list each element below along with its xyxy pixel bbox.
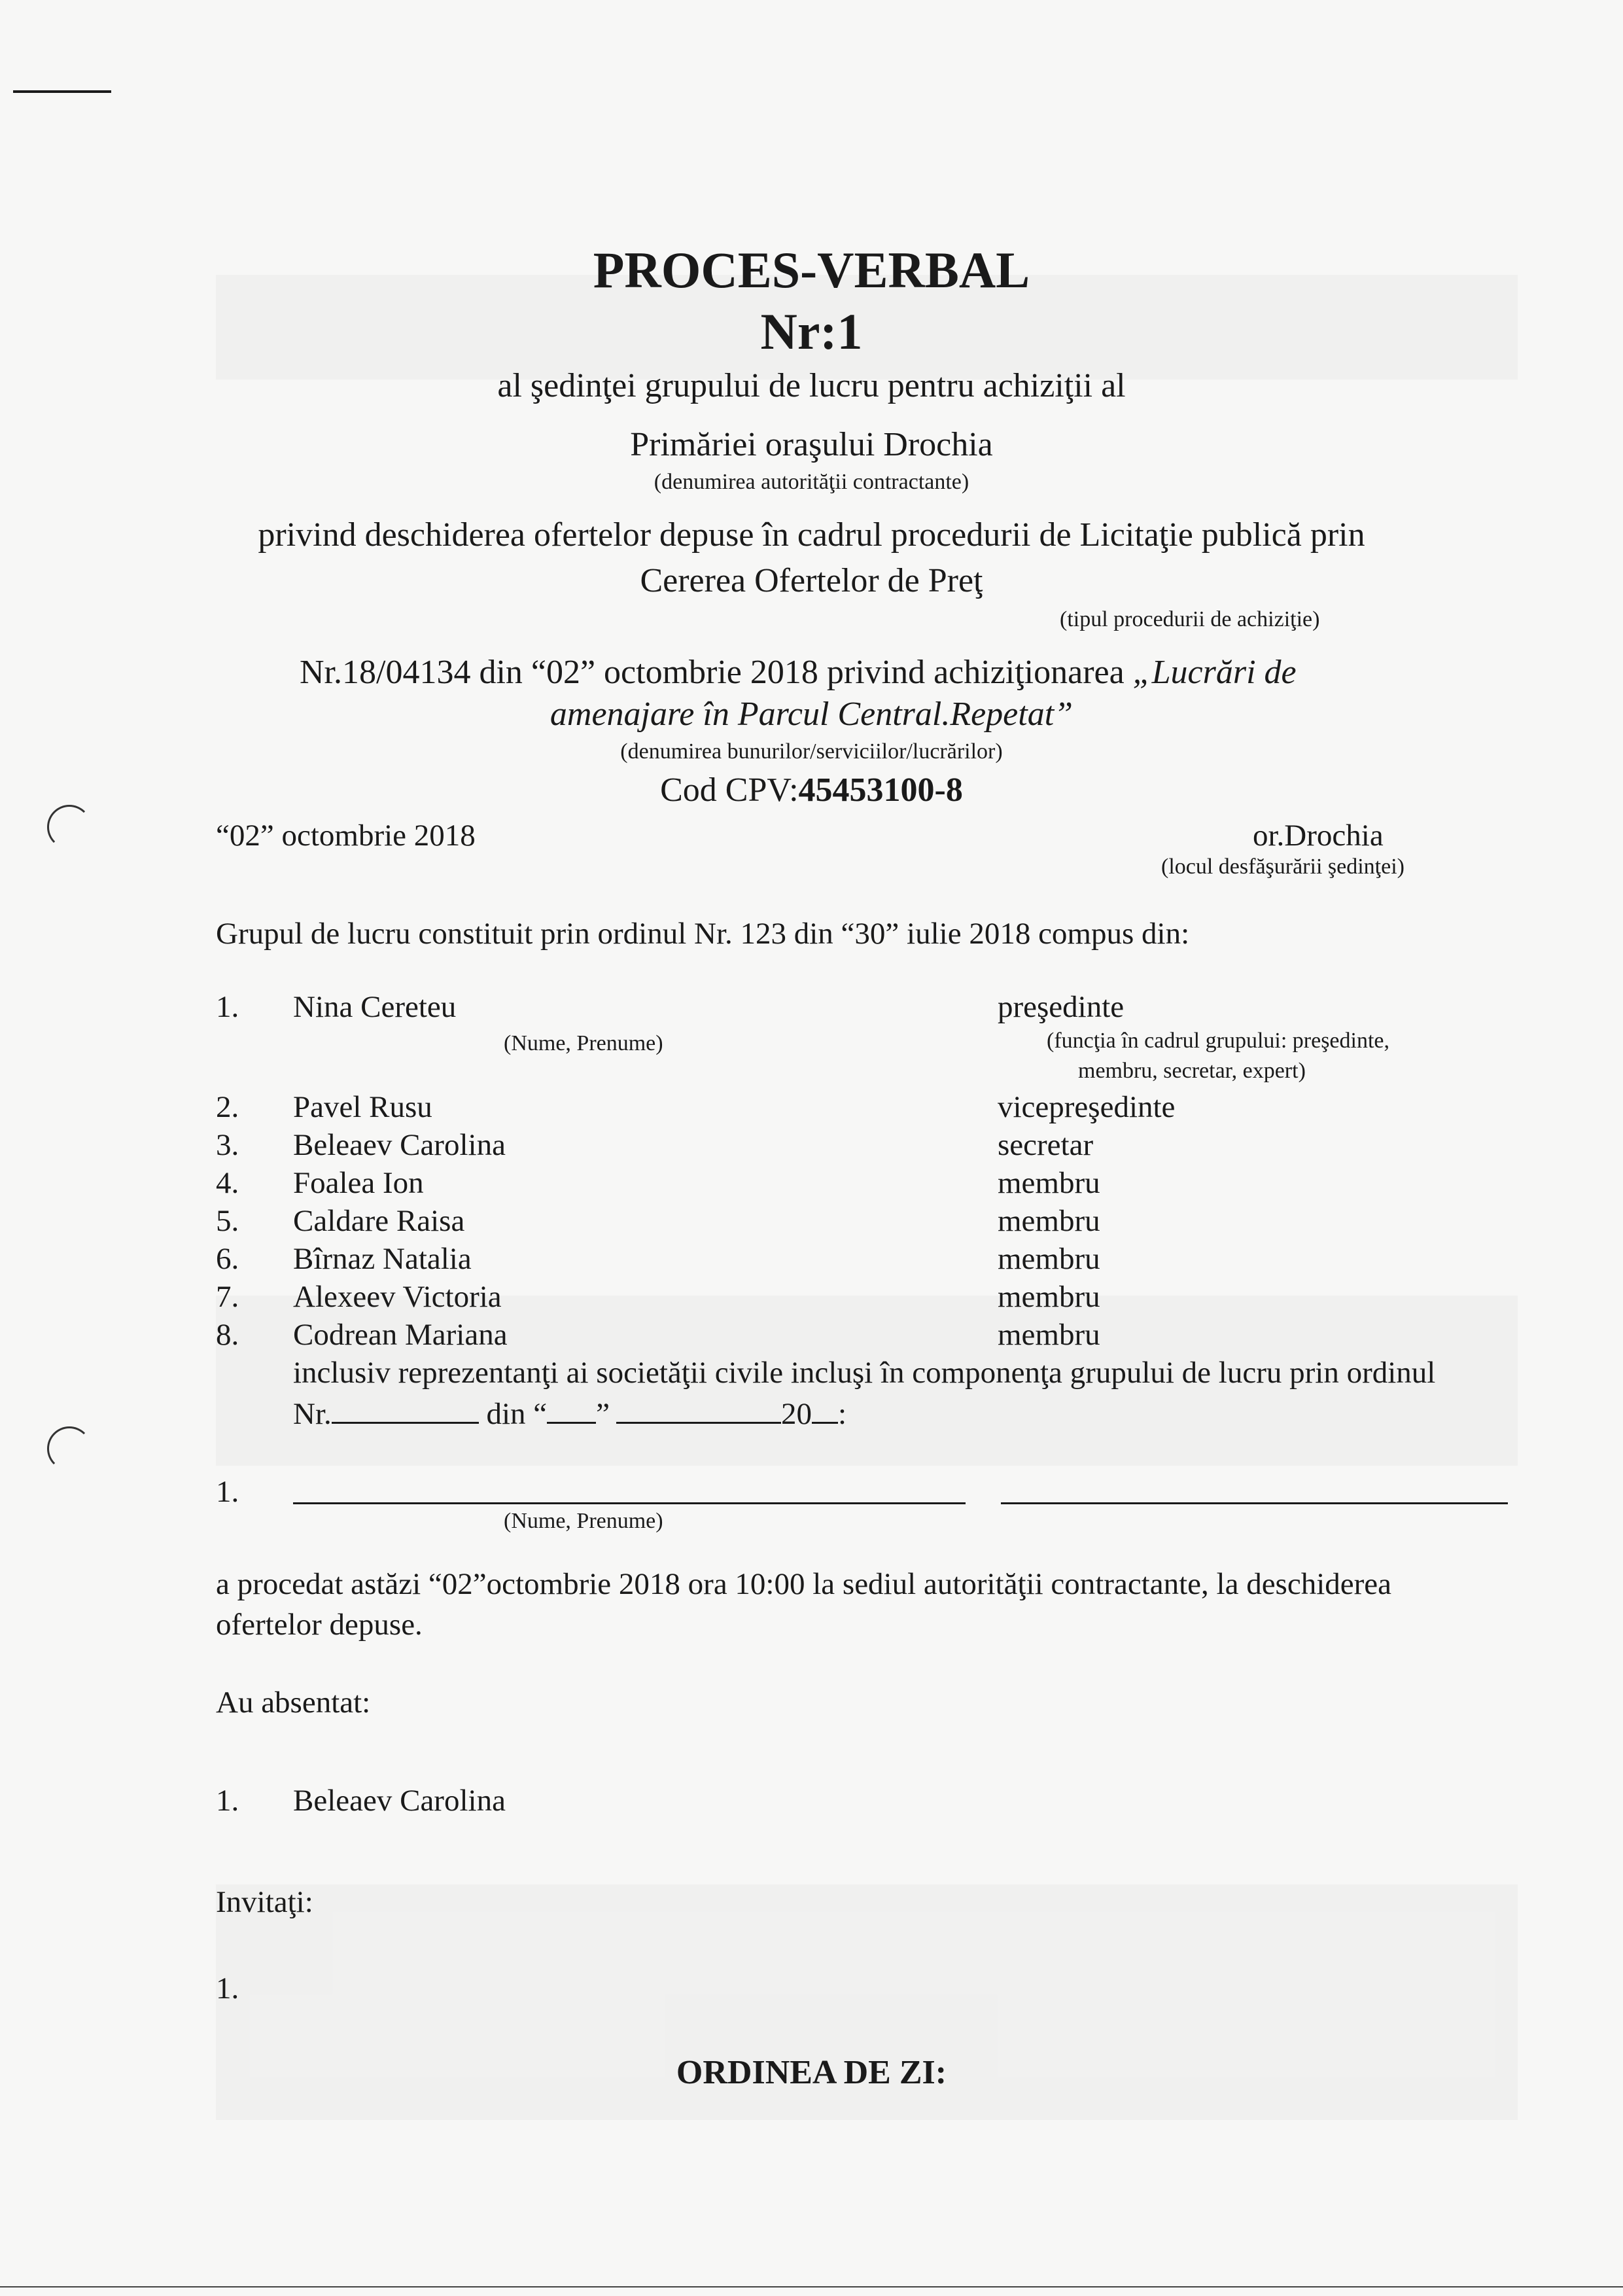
civil-year-prefix: 20 [781, 1397, 812, 1431]
role-note-line-2: membru, secretar, expert) [1078, 1059, 1306, 1083]
civil-din-label: din “ [486, 1397, 548, 1431]
place-note: (locul desfăşurării şedinţei) [1161, 855, 1405, 879]
object-title-part-1: „Lucrări de [1132, 654, 1297, 691]
privind-line-2: Cererea Ofertelor de Preţ [640, 562, 983, 599]
member-row-role: membru [998, 1166, 1100, 1200]
civil-month-blank [616, 1396, 781, 1424]
member-row-num: 1. [216, 990, 239, 1024]
name-note: (Nume, Prenume) [504, 1031, 663, 1055]
procedure-line-1: a procedat astăzi “02”octombrie 2018 ora 10:00 la sediul autorităţii contractante, la deschiderea [216, 1567, 1391, 1601]
absent-item-name: Beleaev Carolina [293, 1784, 506, 1818]
session-line: al şedinţei grupului de lucru pentru achiziţii al [497, 367, 1126, 404]
cpv-line [0, 771, 1623, 809]
member-row-role: membru [998, 1242, 1100, 1276]
civil-colon: : [838, 1397, 847, 1431]
civil-quote: ” [596, 1397, 610, 1431]
scan-edge-mark [13, 90, 111, 93]
order-object-line [300, 653, 1297, 692]
authority-note: (denumirea autorităţii contractante) [654, 470, 969, 494]
blank-role-line [1001, 1502, 1508, 1504]
member-row-role: membru [998, 1318, 1100, 1352]
member-row-num: 2. [216, 1090, 239, 1124]
procedure-type-note: (tipul procedurii de achiziţie) [1060, 607, 1320, 631]
cpv-code: 45453100-8 [798, 771, 963, 809]
page-bottom-edge [0, 2286, 1623, 2287]
meeting-date: “02” octombrie 2018 [216, 819, 476, 853]
privind-line-1: privind deschiderea ofertelor depuse în cadrul procedurii de Licitaţie publică prin [258, 516, 1365, 554]
member-row-num: 8. [216, 1318, 239, 1352]
civil-year-blank [812, 1396, 838, 1424]
member-row-num: 7. [216, 1280, 239, 1314]
role-note-line-1: (funcţia în cadrul grupului: preşedinte, [1047, 1029, 1389, 1053]
member-row-num: 3. [216, 1128, 239, 1162]
group-intro: Grupul de lucru constituit prin ordinul Nr. 123 din “30” iulie 2018 compus din: [216, 917, 1190, 951]
member-row-name: Pavel Rusu [293, 1090, 432, 1124]
meeting-place: or.Drochia [1253, 819, 1384, 853]
member-row-role: secretar [998, 1128, 1094, 1162]
member-row-name: Bîrnaz Natalia [293, 1242, 472, 1276]
goods-note: (denumirea bunurilor/serviciilor/lucrărilor) [620, 739, 1003, 764]
procedure-line-2: ofertelor depuse. [216, 1608, 423, 1642]
absent-label: Au absentat: [216, 1686, 371, 1720]
blank-member-num: 1. [216, 1475, 239, 1509]
agenda-title: ORDINEA DE ZI: [676, 2054, 947, 2091]
member-row-name: Foalea Ion [293, 1166, 424, 1200]
invited-label: Invitaţi: [216, 1885, 313, 1919]
order-number: Nr.18/04134 din “02” octombrie 2018 privind achiziţionarea [300, 654, 1133, 691]
member-row-num: 6. [216, 1242, 239, 1276]
absent-item-num: 1. [216, 1784, 239, 1818]
member-row-role: membru [998, 1280, 1100, 1314]
document-title: PROCES-VERBAL [593, 241, 1030, 298]
object-title-part-2: amenajare în Parcul Central.Repetat” [550, 696, 1073, 733]
blank-name-line [293, 1502, 966, 1504]
civil-nr-label: Nr. [293, 1397, 332, 1431]
civil-nr-blank [332, 1396, 479, 1424]
hole-punch-mark [47, 1426, 92, 1471]
member-row-name: Beleaev Carolina [293, 1128, 506, 1162]
member-row-num: 5. [216, 1204, 239, 1238]
member-row-role: membru [998, 1204, 1100, 1238]
cpv-label: Cod CPV: [660, 771, 799, 809]
member-row-role: preşedinte [998, 990, 1125, 1024]
blank-name-note: (Nume, Prenume) [504, 1509, 663, 1533]
member-row-num: 4. [216, 1166, 239, 1200]
civil-society-line: inclusiv reprezentanţi ai societăţii civile incluşi în componenţa grupului de lucru prin ordinul [293, 1356, 1436, 1390]
civil-day-blank [547, 1396, 596, 1424]
hole-punch-mark [47, 805, 92, 849]
document-number: Nr:1 [760, 303, 863, 360]
member-row-name: Nina Cereteu [293, 990, 457, 1024]
member-row-name: Codrean Mariana [293, 1318, 508, 1352]
member-row-name: Caldare Raisa [293, 1204, 465, 1238]
civil-order-line [293, 1396, 846, 1432]
member-row-role: vicepreşedinte [998, 1090, 1176, 1124]
invited-item-num: 1. [216, 1971, 239, 2005]
member-row-name: Alexeev Victoria [293, 1280, 502, 1314]
authority-name: Primăriei oraşului Drochia [630, 426, 993, 463]
